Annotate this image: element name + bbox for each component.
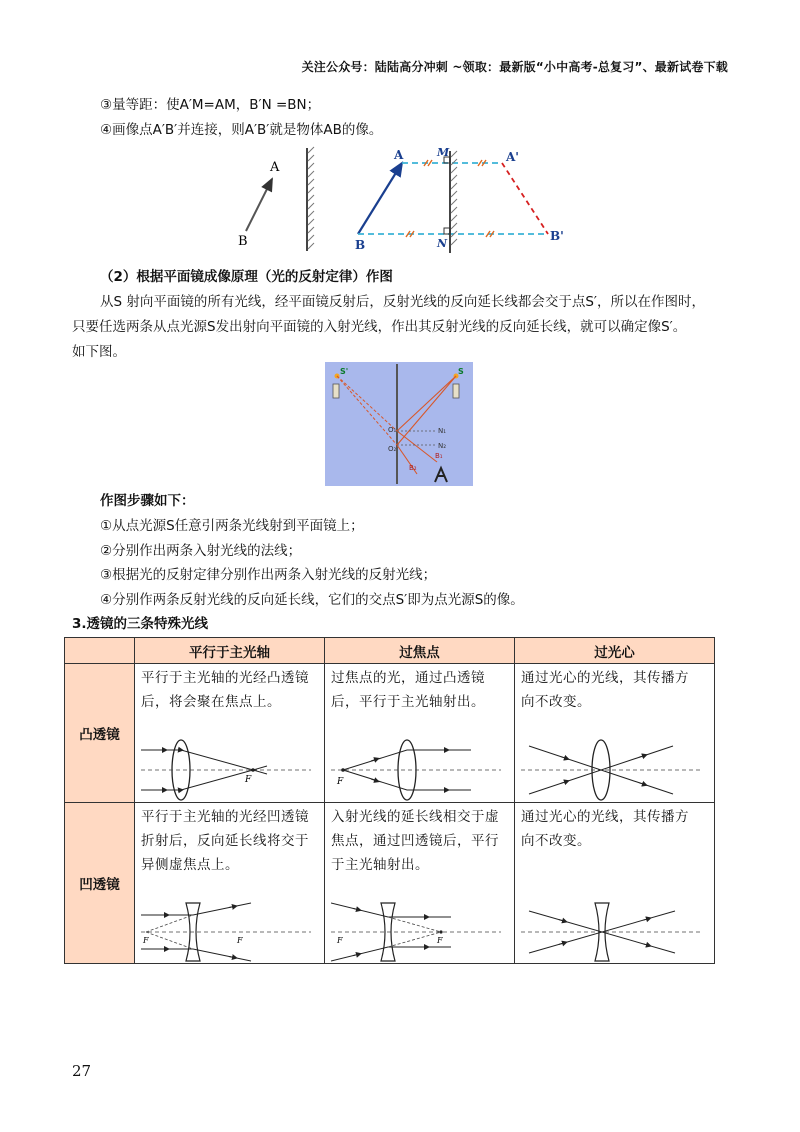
section-2-para-line-2: 只要任选两条从点光源S发出射向平面镜的入射光线，作出其反射光线的反向延长线，就可以确定像S′。 <box>72 319 687 335</box>
steps-item-1: ①从点光源S任意引两条光线射到平面镜上； <box>100 518 364 534</box>
reflection-construction-figure <box>325 362 473 486</box>
image-line <box>502 163 548 234</box>
label-a-left: A <box>270 160 280 175</box>
svg-text:F: F <box>143 936 149 945</box>
label-o1: O₁ <box>388 426 397 434</box>
steps-item-4: ④分别作两条反射光线的反向延长线，它们的交点S′即为点光源S的像。 <box>100 592 524 608</box>
label-a-right: A <box>394 148 404 162</box>
svg-text:F: F <box>237 936 243 945</box>
cell-concave-parallel: 平行于主光轴的光经凹透镜 折射后，反向延长线将交于 异侧虚焦点上。 F F <box>135 803 325 964</box>
label-s: S <box>458 367 464 376</box>
row-concave <box>65 803 715 964</box>
label-m: M <box>437 146 450 159</box>
concave-center-diagram <box>521 901 701 963</box>
label-a-image: A' <box>506 150 519 164</box>
label-n: N <box>437 237 448 250</box>
svg-text:F: F <box>337 777 344 787</box>
convex-parallel-diagram <box>141 738 311 802</box>
concave-focus-diagram <box>331 901 501 963</box>
section-2-para-line-3: 如下图。 <box>72 344 126 360</box>
label-b2: B₂ <box>409 464 417 472</box>
cell-convex-parallel: 平行于主光轴的光经凸透镜 后，将会聚在焦点上。 F <box>135 664 325 803</box>
section-3-title: 3.透镜的三条特殊光线 <box>72 616 209 632</box>
row-head-convex: 凸透镜 <box>65 664 135 803</box>
header-center: 过光心 <box>515 638 715 664</box>
row-head-concave: 凹透镜 <box>65 803 135 964</box>
label-n1: N₁ <box>438 427 447 435</box>
label-b-right: B <box>355 238 366 252</box>
lens-rays-table <box>64 637 715 964</box>
steps-title: 作图步骤如下： <box>100 493 195 509</box>
cell-convex-center: 通过光心的光线，其传播方 向不改变。 <box>515 664 715 803</box>
page-number: 27 <box>72 1062 92 1080</box>
svg-text:F: F <box>337 936 343 945</box>
header-parallel: 平行于主光轴 <box>135 638 325 664</box>
row-convex <box>65 664 715 803</box>
svg-text:F: F <box>245 775 252 785</box>
cell-convex-focus: 过焦点的光，通过凸透镜 后，平行于主光轴射出。 F <box>325 664 515 803</box>
convex-focus-diagram <box>331 738 501 802</box>
step-3: ③量等距：使A′M=AM，B′N =BN； <box>100 97 321 113</box>
label-b-left: B <box>238 234 248 249</box>
label-s-image: S' <box>340 367 349 376</box>
table-header-row <box>65 638 715 664</box>
object-arrow-left <box>246 179 272 231</box>
label-b-image: B' <box>550 229 564 243</box>
section-2-title: （2）根据平面镜成像原理（光的反射定律）作图 <box>100 269 393 285</box>
steps-item-3: ③根据光的反射定律分别作出两条入射光线的反射光线； <box>100 567 437 583</box>
cell-concave-focus: 入射光线的延长线相交于虚 焦点，通过凹透镜后，平行 于主光轴射出。 F F <box>325 803 515 964</box>
convex-center-diagram <box>521 738 701 802</box>
cell-concave-center: 通过光心的光线，其传播方 向不改变。 <box>515 803 715 964</box>
concave-parallel-diagram <box>141 901 311 963</box>
header-focus: 过焦点 <box>325 638 515 664</box>
step-4: ④画像点A′B′并连接，则A′B′就是物体AB的像。 <box>100 122 383 138</box>
label-b1: B₁ <box>435 452 443 460</box>
page-header: 关注公众号：陆陆高分冲刺 ~领取：最新版“小中高考-总复习”、最新试卷下载 <box>301 60 728 74</box>
label-o2: O₂ <box>388 445 397 453</box>
section-2-para-line-1: 从S 射向平面镜的所有光线，经平面镜反射后，反射光线的反向延长线都会交于点S′，所以在作图时， <box>100 294 705 310</box>
object-arrow-right <box>358 163 402 234</box>
svg-text:F: F <box>437 936 443 945</box>
label-n2: N₂ <box>438 442 447 450</box>
mirror-construction-figure <box>230 143 590 255</box>
steps-item-2: ②分别作出两条入射光线的法线； <box>100 543 302 559</box>
header-corner <box>65 638 135 664</box>
